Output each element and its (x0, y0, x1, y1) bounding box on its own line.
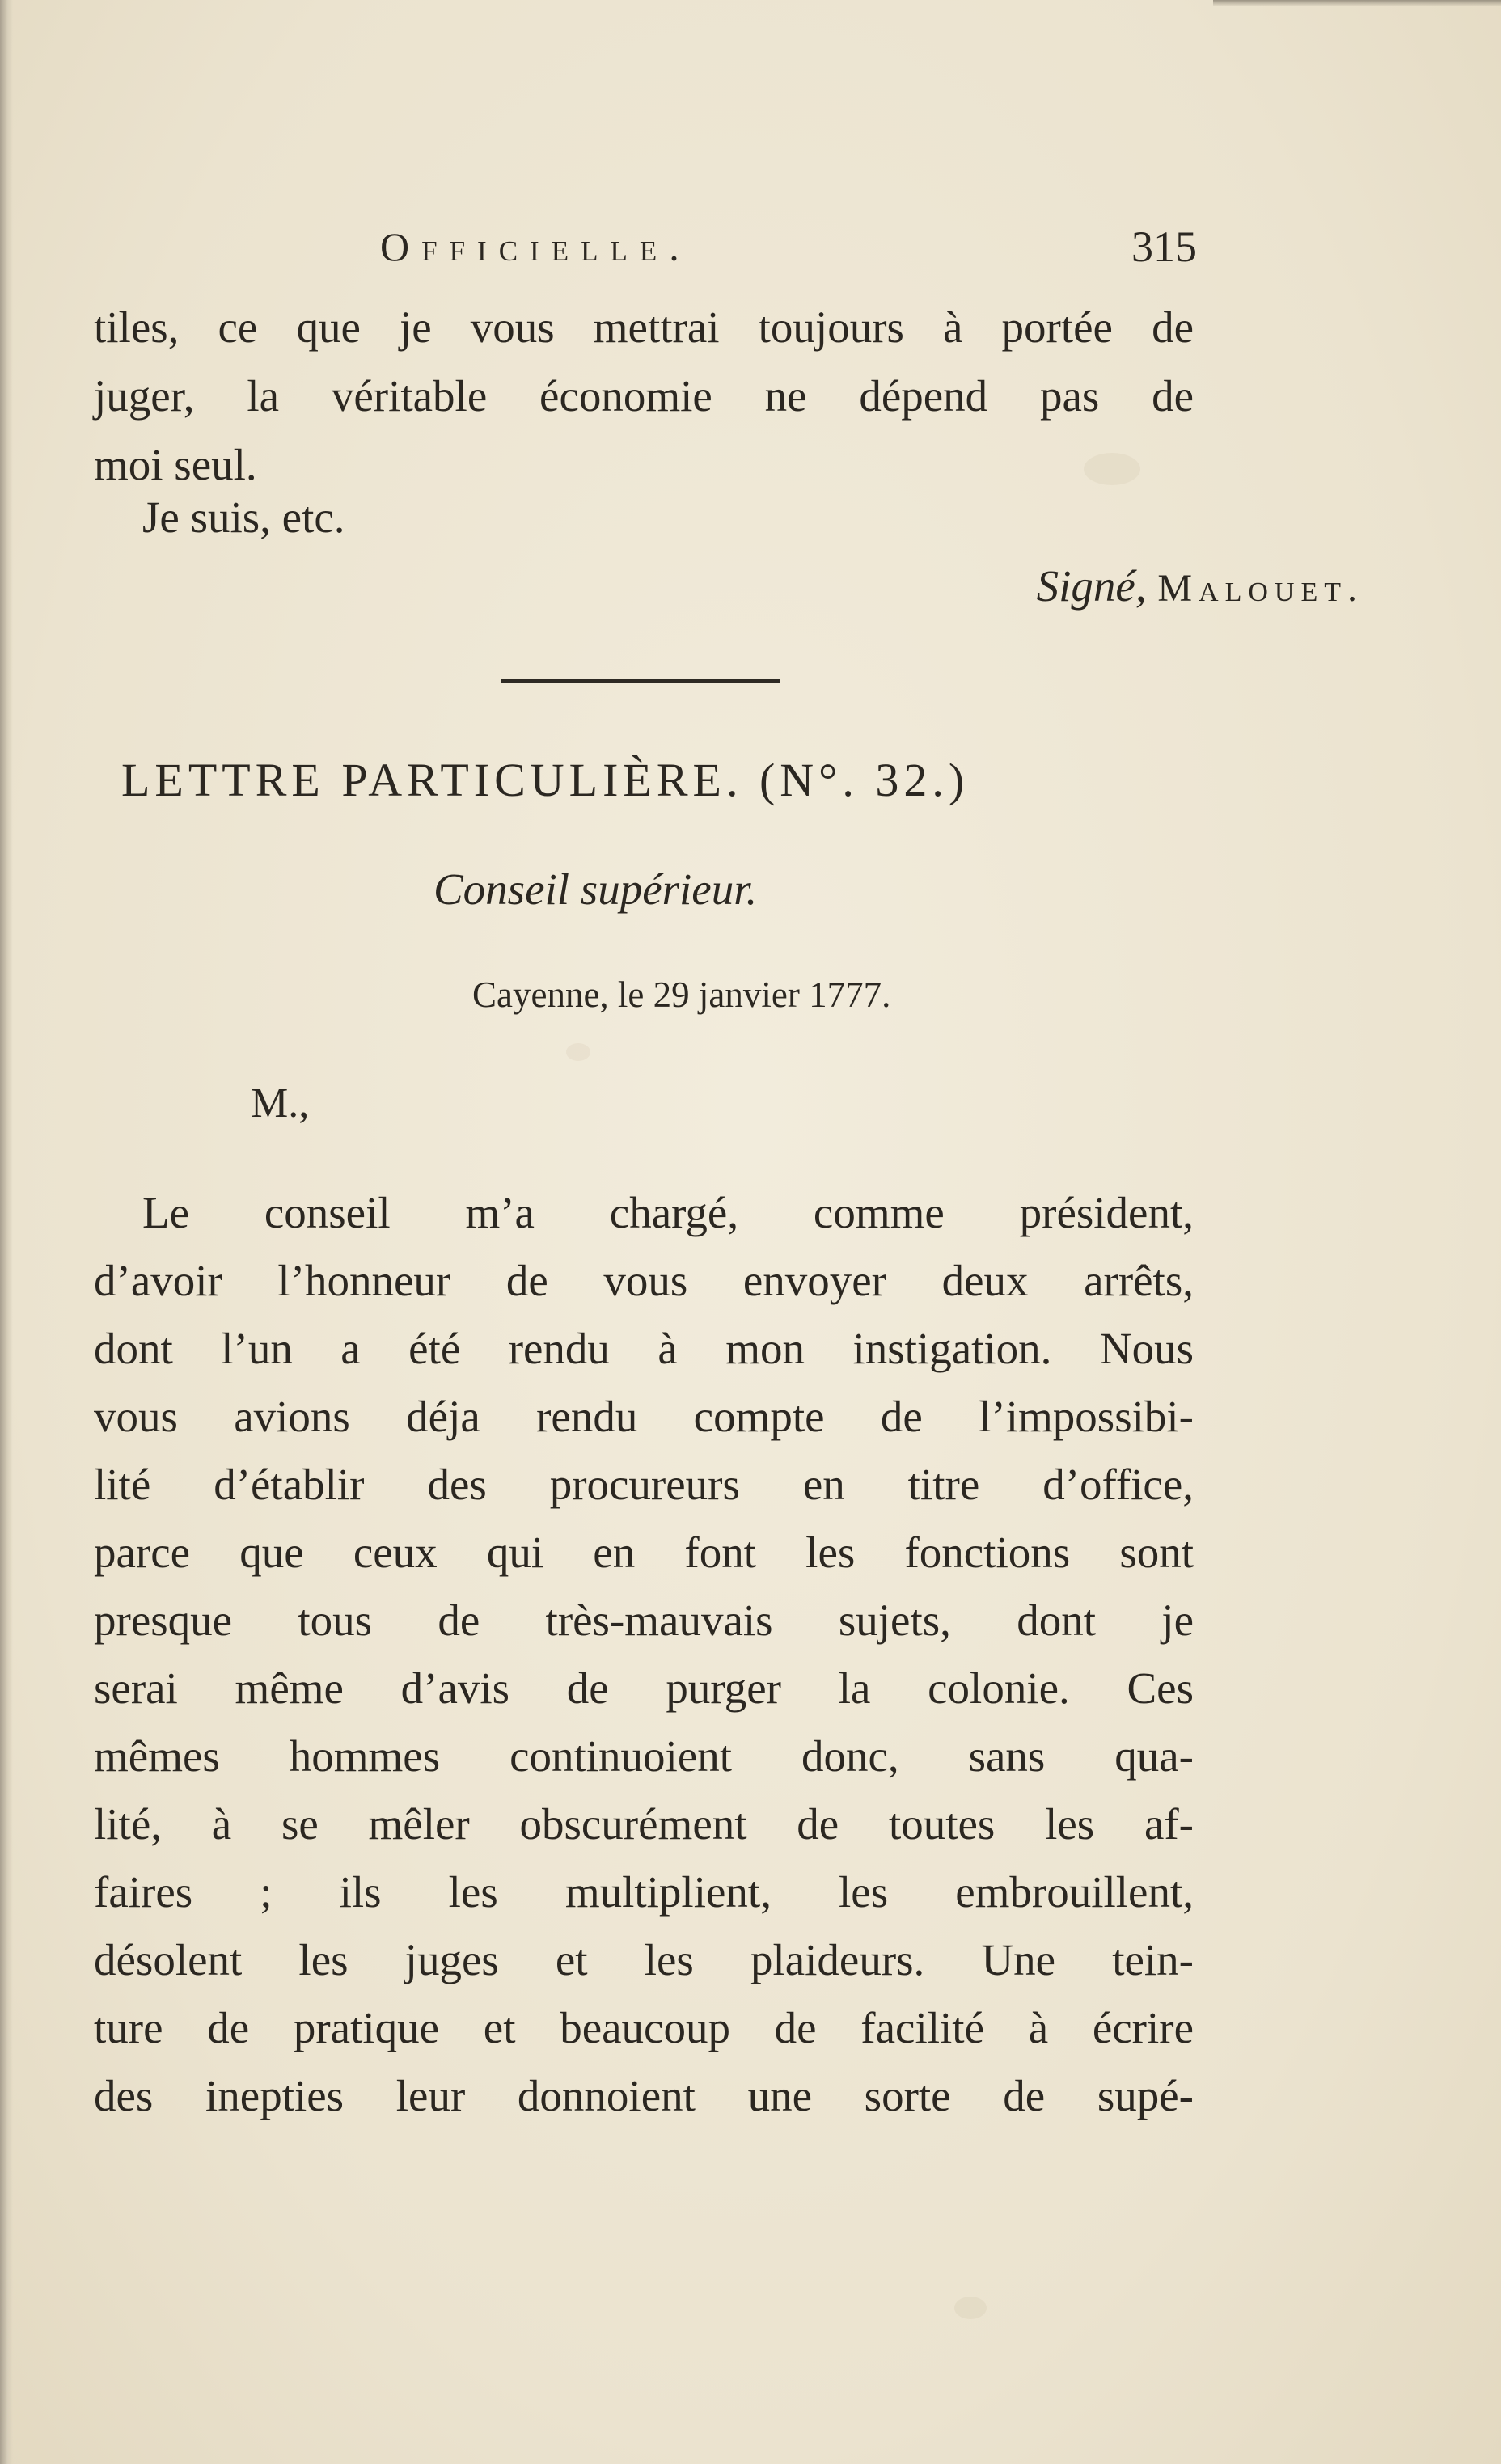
letter-dateline: Cayenne, le 29 janvier 1777. (472, 974, 891, 1015)
text-line: lité d’établir des procureurs en titre d’office, (94, 1460, 1194, 1509)
text-line: désolent les juges et les plaideurs. Une tein- (94, 1935, 1194, 1984)
signature-name: Malouet. (1157, 567, 1364, 610)
paper-stain (954, 2297, 987, 2319)
text-line: d’avoir l’honneur de vous envoyer deux arrêts, (94, 1256, 1194, 1305)
text-line: tiles, ce que je vous mettrai toujours à portée de (94, 302, 1194, 352)
paper-stain (566, 1043, 590, 1061)
text-line: vous avions déja rendu compte de l’impossibi- (94, 1392, 1194, 1441)
page-top-shadow (1213, 0, 1501, 6)
text-line: parce que ceux qui en font les fonctions sont (94, 1528, 1194, 1577)
page-gutter-shadow (0, 0, 13, 2464)
text-line: ture de pratique et beaucoup de facilité à écrire (94, 2003, 1194, 2052)
text-line: moi seul. (94, 440, 257, 489)
page-number: 315 (1131, 222, 1197, 271)
signature-signe: Signé, (1036, 561, 1147, 611)
running-header (380, 218, 1197, 275)
text-line: serai même d’avis de purger la colonie. Ces (94, 1663, 1194, 1713)
text-line: juger, la véritable économie ne dépend pas de (94, 371, 1194, 421)
running-header-title: Officielle. (380, 224, 691, 269)
text-line: mêmes hommes continuoient donc, sans qua- (94, 1731, 1194, 1781)
text-line: faires ; ils les multiplient, les embrouillent, (94, 1867, 1194, 1917)
letter-title: LETTRE PARTICULIÈRE. (N°. 32.) (121, 754, 970, 806)
text-line: des inepties leur donnoient une sorte de supé- (94, 2071, 1194, 2120)
closing-formula: Je suis, etc. (142, 492, 345, 542)
letter-salutation: M., (251, 1080, 310, 1126)
text-line: lité, à se mêler obscurément de toutes les af- (94, 1799, 1194, 1849)
text-line: dont l’un a été rendu à mon instigation. Nous (94, 1324, 1194, 1373)
text-line: Le conseil m’a chargé, comme président, (142, 1188, 1194, 1237)
signature (1037, 558, 1364, 617)
text-line: presque tous de très-mauvais sujets, dont je (94, 1595, 1194, 1645)
section-divider (501, 679, 780, 683)
letter-subtitle: Conseil supérieur. (433, 864, 758, 914)
